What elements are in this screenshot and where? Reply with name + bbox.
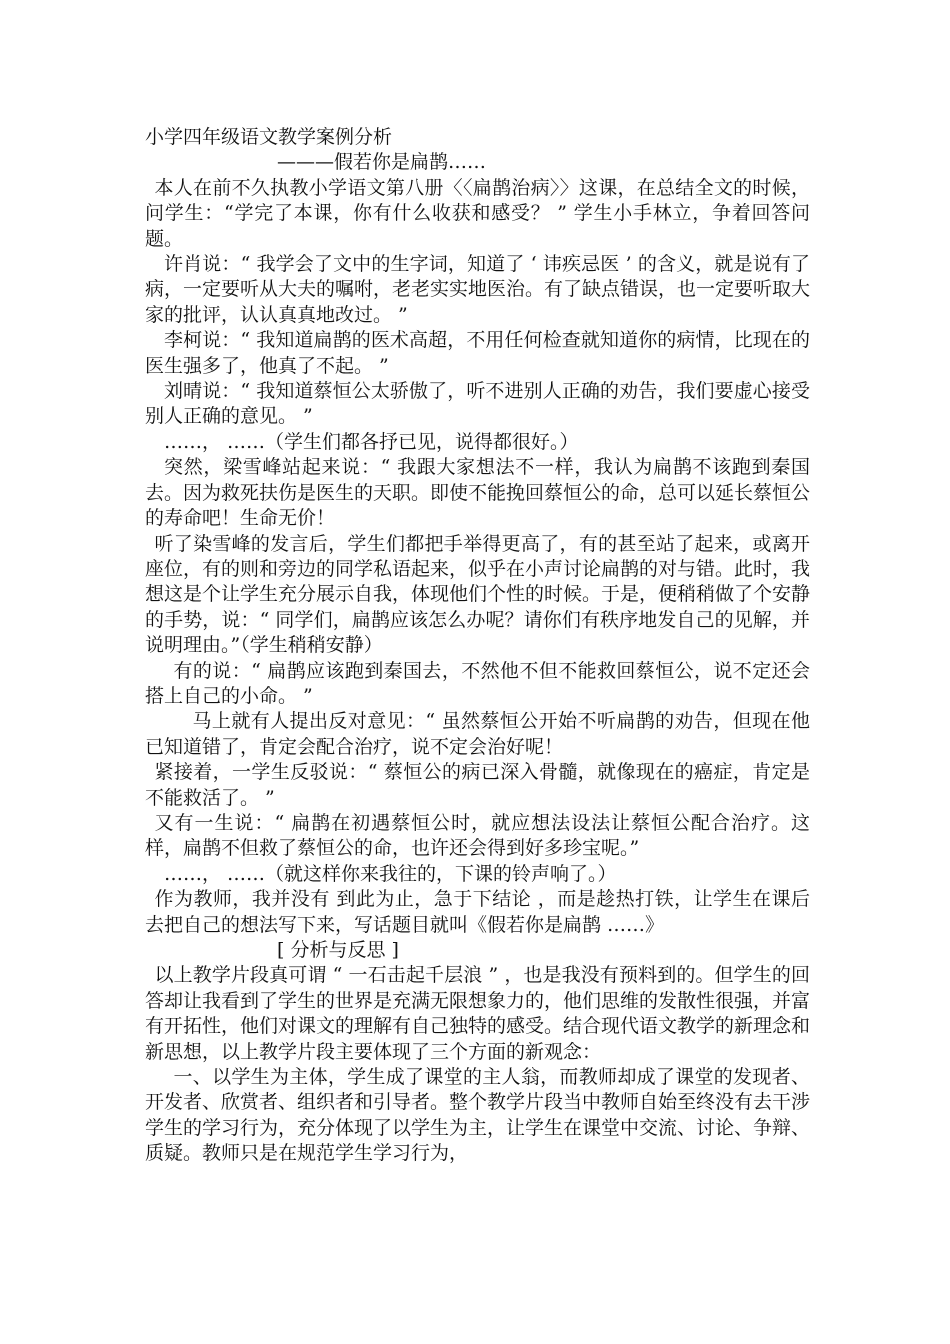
paragraph-ellipsis-1: ……， ……（学生们都各抒已见，说得都很好。） bbox=[164, 430, 579, 453]
paragraph-analysis-point-1: 一、以学生为主体，学生成了课堂的主人翁，而教师却成了课堂的发现者、开发者、欣赏者、组织者和引导者。整个教学片段当中教师自始至终没有去干涉学生的学习行为，充分体现了以学生为主，让学生在课堂中交流、讨论、争辩、质疑。教师只是在规范学生学习行为， bbox=[145, 1066, 811, 1165]
paragraph-intro: 本人在前不久执教小学语文第八册〈〈扁鹊治病〉〉这课，在总结全文的时候，问学生：“学完了本课，你有什么收获和感受？ ” 学生小手林立，争着回答问题。 bbox=[145, 176, 810, 250]
paragraph-rebuttal: 紧接着，一学生反驳说：“ 蔡恒公的病已深入骨髓，就像现在的癌症，肯定是不能救活了。 ” bbox=[145, 761, 810, 809]
paragraph-analysis-intro: 以上教学片段真可谓 “ 一石击起千层浪 ” ，也是我没有预料到的。但学生的回答却让我看到了学生的世界是充满无限想象力的，他们思维的发散性很强，并富有开拓性，他们对课文的理解有自己独特的感受。结合现代语文教学的新理念和新思想，以上教学片段主要体现了三个方面的新观念： bbox=[145, 964, 811, 1063]
document-title: 小学四年级语文教学案例分析 bbox=[145, 126, 393, 148]
paragraph-objection: 马上就有人提出反对意见：“ 虽然蔡恒公开始不听扁鹊的劝告，但现在他已知道错了，肯定会配合治疗，说不定会治好呢！ bbox=[145, 710, 810, 758]
paragraph-some-say: 有的说：“ 扁鹊应该跑到秦国去，不然他不但不能救回蔡恒公，说不定还会搭上自己的小命。 ” bbox=[145, 659, 810, 707]
paragraph-another-student: 又有一生说：“ 扁鹊在初遇蔡恒公时，就应想法设法让蔡恒公配合治疗。这样，扁鹊不但救了蔡恒公的命，也许还会得到好多珍宝呢。” bbox=[145, 811, 810, 860]
paragraph-li-ke: 李柯说：“ 我知道扁鹊的医术高超，不用任何检查就知道你的病情，比现在的医生强多了，他真了不起。 ” bbox=[145, 329, 810, 377]
paragraph-xu-xiao: 许肖说：“ 我学会了文中的生字词，知道了 ‘ 讳疾忌医 ’ 的含义，就是说有了病，一定要听从大夫的嘱咐，老老实实地医治。有了缺点错误，也一定要听取大家的批评，认认真真地改过。 ” bbox=[145, 253, 811, 326]
section-heading: [ 分析与反思 ] bbox=[277, 939, 399, 961]
paragraph-teacher-action: 作为教师，我并没有 到此为止，急于下结论 ，而是趁热打铁，让学生在课后去把自己的想法写下来，写话题目就叫《假若你是扁鹊 ……》 bbox=[145, 888, 810, 936]
paragraph-liang-xuefeng: 突然，梁雪峰站起来说：“ 我跟大家想法不一样，我认为扁鹊不该跑到秦国去。因为救死扶伤是医生的天职。即使不能挽回蔡恒公的命，总可以延长蔡恒公的寿命吧！生命无价！ bbox=[145, 456, 811, 530]
document-body bbox=[145, 125, 810, 1167]
paragraph-liu-qing: 刘晴说：“ 我知道蔡恒公太骄傲了，听不进别人正确的劝告，我们要虚心接受别人正确的意见。 ” bbox=[145, 380, 810, 428]
paragraph-discussion: 听了染雪峰的发言后，学生们都把手举得更高了，有的甚至站了起来，或离开座位，有的则和旁边的同学私语起来，似乎在小声讨论扁鹊的对与错。此时，我想这是个让学生充分展示自我，体现他们个性的时候。于是，便稍稍做了个安静的手势，说：“ 同学们，扁鹊应该怎么办呢？请你们有秩序地发自己的见解，并说明理由。”（学生稍稍安静） bbox=[145, 532, 811, 657]
document-subtitle: ———假若你是扁鹊…… bbox=[277, 151, 487, 174]
paragraph-ellipsis-2: ……， ……（就这样你来我往的，下课的铃声响了。） bbox=[164, 862, 617, 885]
